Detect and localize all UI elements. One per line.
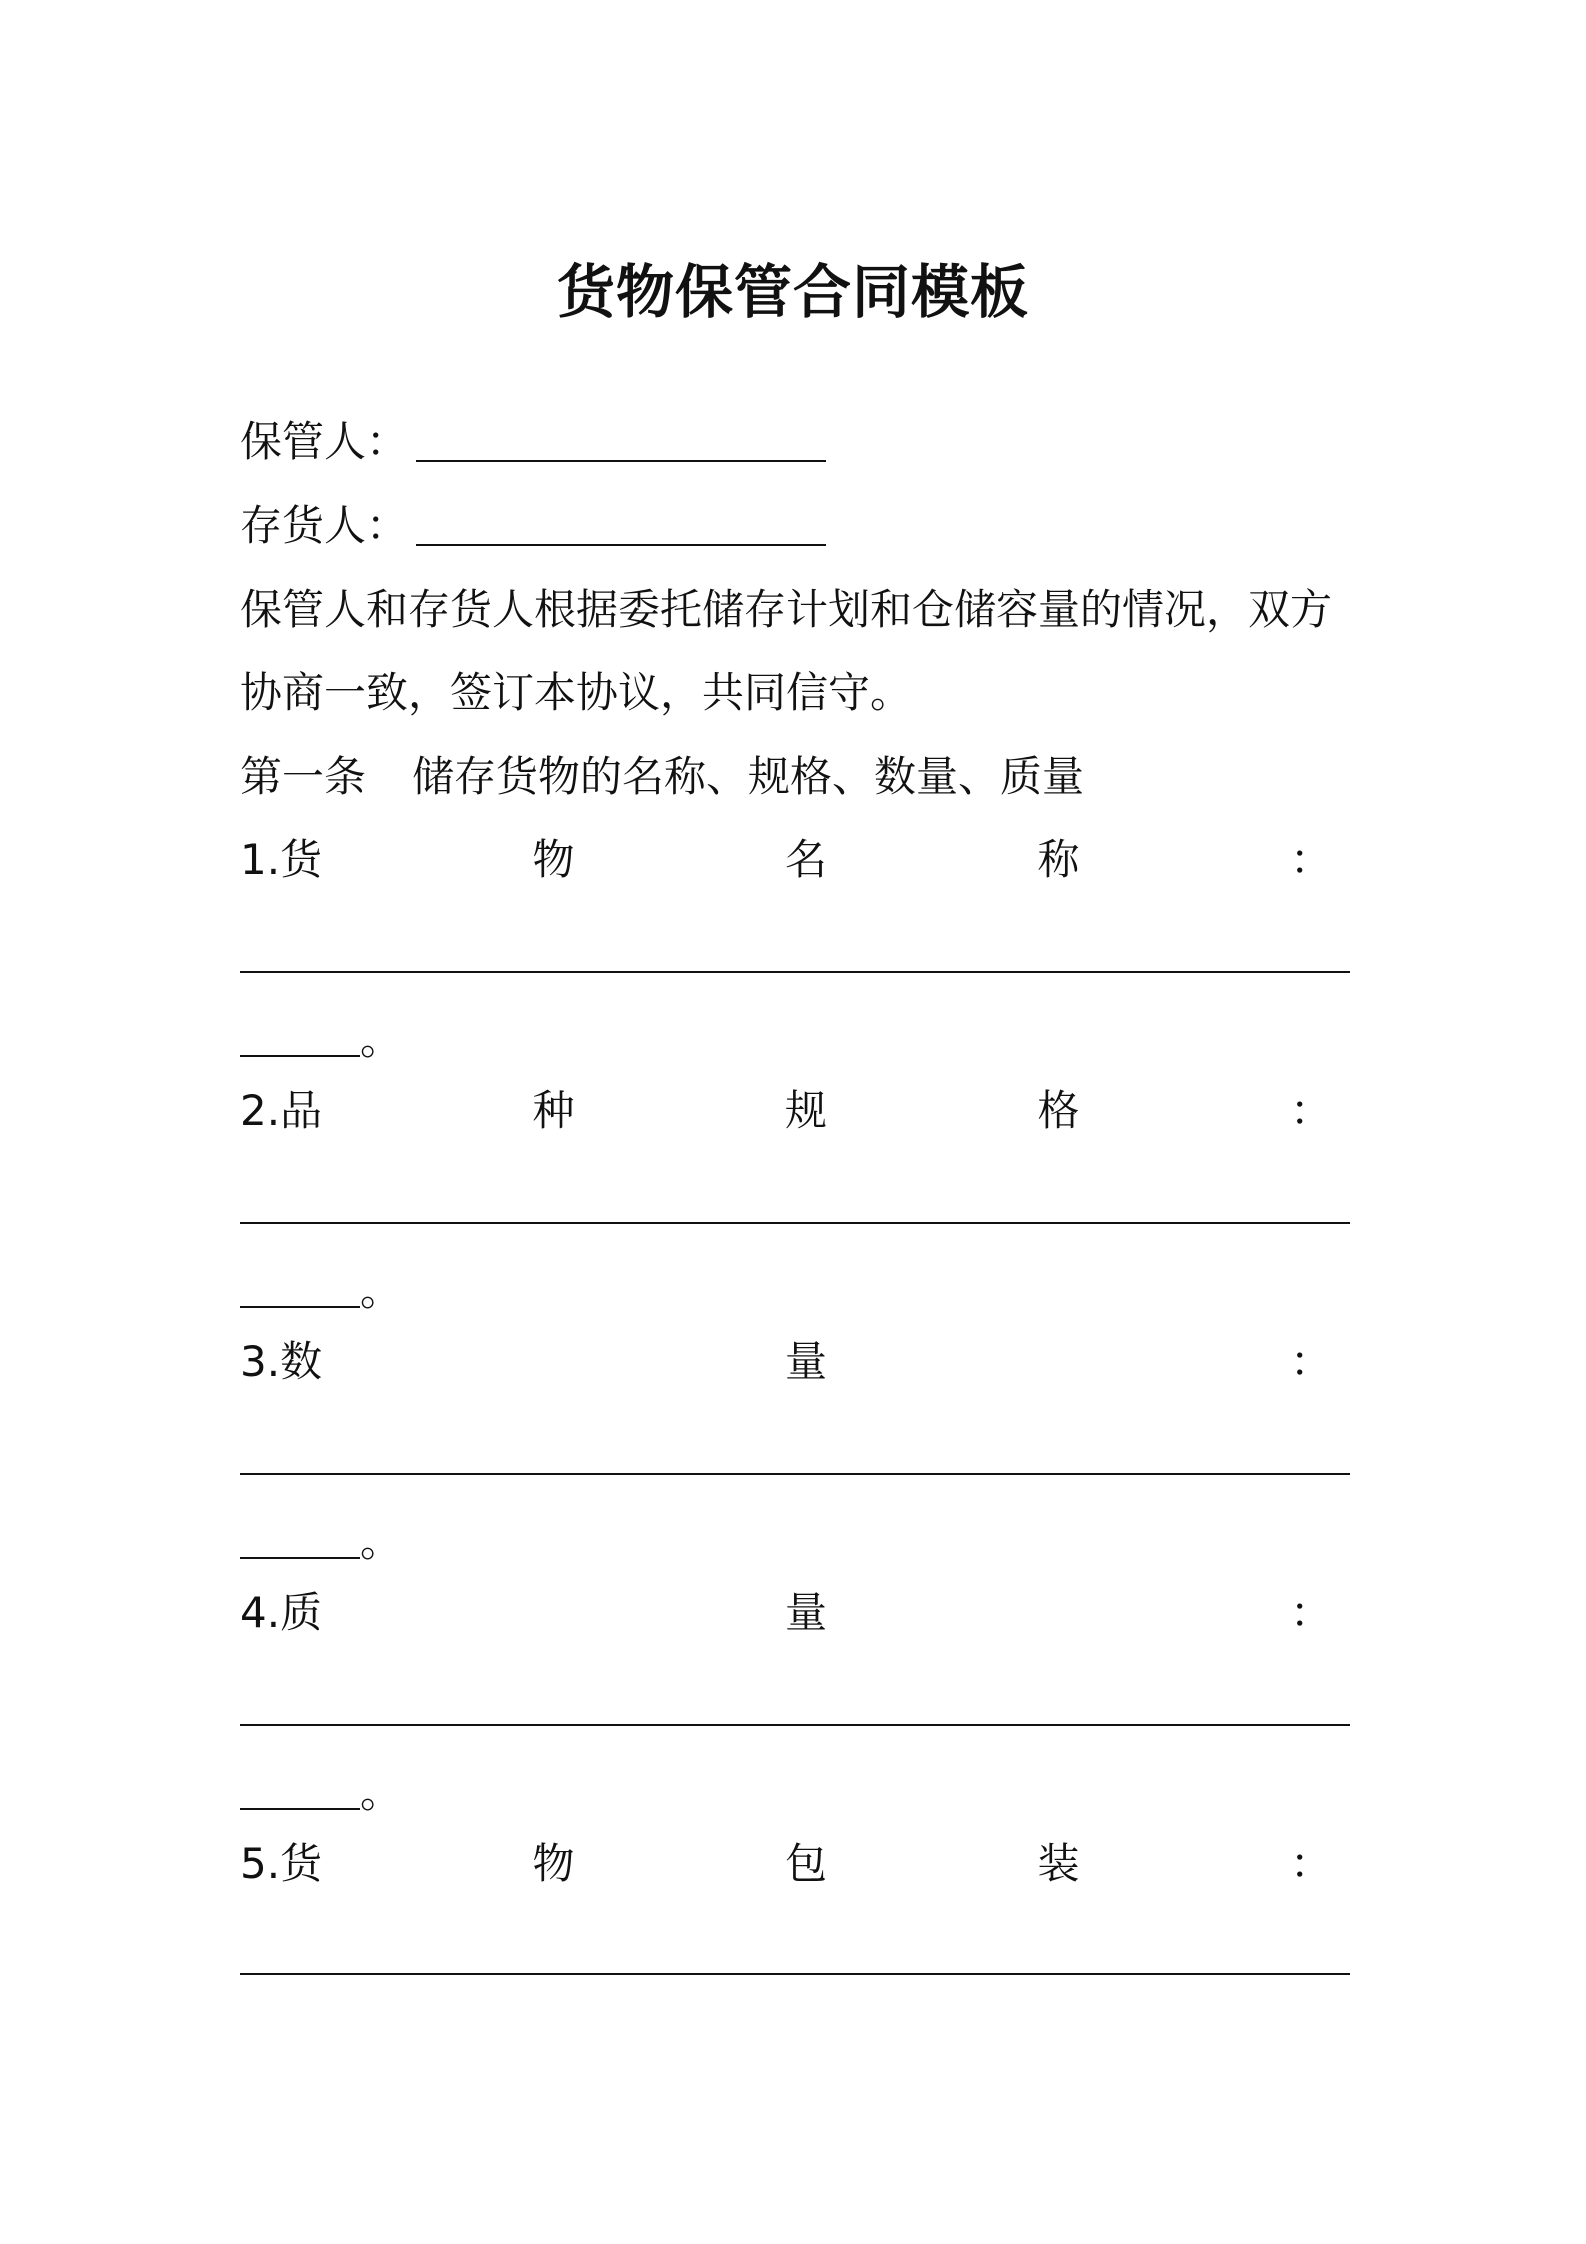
item-3-blank-line[interactable] xyxy=(240,1473,1350,1475)
item-3-blank-end xyxy=(240,1512,402,1572)
custodian-row xyxy=(240,412,1350,472)
item-4-period: 。 xyxy=(360,1768,403,1817)
item-1-blank-line[interactable] xyxy=(240,971,1350,973)
item-1-short-blank[interactable] xyxy=(240,1055,360,1057)
item-1-char-3: 名 xyxy=(785,835,828,884)
item-2-period: 。 xyxy=(360,1266,403,1315)
item-5-char-5: ： xyxy=(1289,1839,1332,1888)
item-4-char-1: 4.质 xyxy=(240,1588,323,1637)
item-2-char-3: 规 xyxy=(785,1086,828,1135)
article-1-title xyxy=(240,747,1350,807)
item-2-blank-end xyxy=(240,1261,402,1321)
item-2-short-blank[interactable] xyxy=(240,1306,360,1308)
item-2-blank-line[interactable] xyxy=(240,1222,1350,1224)
intro-line-2: 协商一致，签订本协议，共同信守。 xyxy=(240,668,913,717)
item-5-char-4: 装 xyxy=(1037,1839,1080,1888)
article-1-number: 第一条 xyxy=(240,752,367,801)
intro-line-1: 保管人和存货人根据委托储存计划和仓储容量的情况，双方 xyxy=(240,585,1333,634)
item-1-char-2: 物 xyxy=(532,835,575,884)
item-1-char-1: 1.货 xyxy=(240,835,323,884)
depositor-row xyxy=(240,496,1350,556)
item-3-short-blank[interactable] xyxy=(240,1557,360,1559)
item-1-label xyxy=(240,830,1332,890)
item-3-char-2: 量 xyxy=(785,1337,828,1386)
item-5-char-2: 物 xyxy=(532,1839,575,1888)
item-4-short-blank[interactable] xyxy=(240,1808,360,1810)
item-3-char-1: 3.数 xyxy=(240,1337,323,1386)
item-2-label xyxy=(240,1081,1332,1141)
item-2-char-1: 2.品 xyxy=(240,1086,323,1135)
item-4-label xyxy=(240,1583,1332,1643)
item-2-char-4: 格 xyxy=(1037,1086,1080,1135)
item-2-char-2: 种 xyxy=(532,1086,575,1135)
custodian-label: 保管人： xyxy=(240,417,409,466)
item-1-period: 。 xyxy=(360,1015,403,1064)
item-2-char-5: ： xyxy=(1289,1086,1332,1135)
item-5-char-3: 包 xyxy=(785,1839,828,1888)
article-1-heading: 储存货物的名称、规格、数量、质量 xyxy=(412,752,1085,801)
item-1-char-4: 称 xyxy=(1037,835,1080,884)
item-4-char-3: ： xyxy=(1289,1588,1332,1637)
item-5-blank-line[interactable] xyxy=(240,1973,1350,1975)
item-3-period: 。 xyxy=(360,1517,403,1566)
custodian-blank[interactable] xyxy=(416,422,826,462)
item-1-blank-end xyxy=(240,1010,402,1070)
depositor-blank[interactable] xyxy=(416,506,826,546)
item-1-char-5: ： xyxy=(1289,835,1332,884)
item-4-blank-line[interactable] xyxy=(240,1724,1350,1726)
depositor-label: 存货人： xyxy=(240,501,409,550)
item-3-char-3: ： xyxy=(1289,1337,1332,1386)
item-4-blank-end xyxy=(240,1763,402,1823)
document-title: 货物保管合同模板 xyxy=(556,258,1029,326)
item-4-char-2: 量 xyxy=(785,1588,828,1637)
item-5-label xyxy=(240,1834,1332,1894)
item-5-char-1: 5.货 xyxy=(240,1839,323,1888)
item-3-label xyxy=(240,1332,1332,1392)
